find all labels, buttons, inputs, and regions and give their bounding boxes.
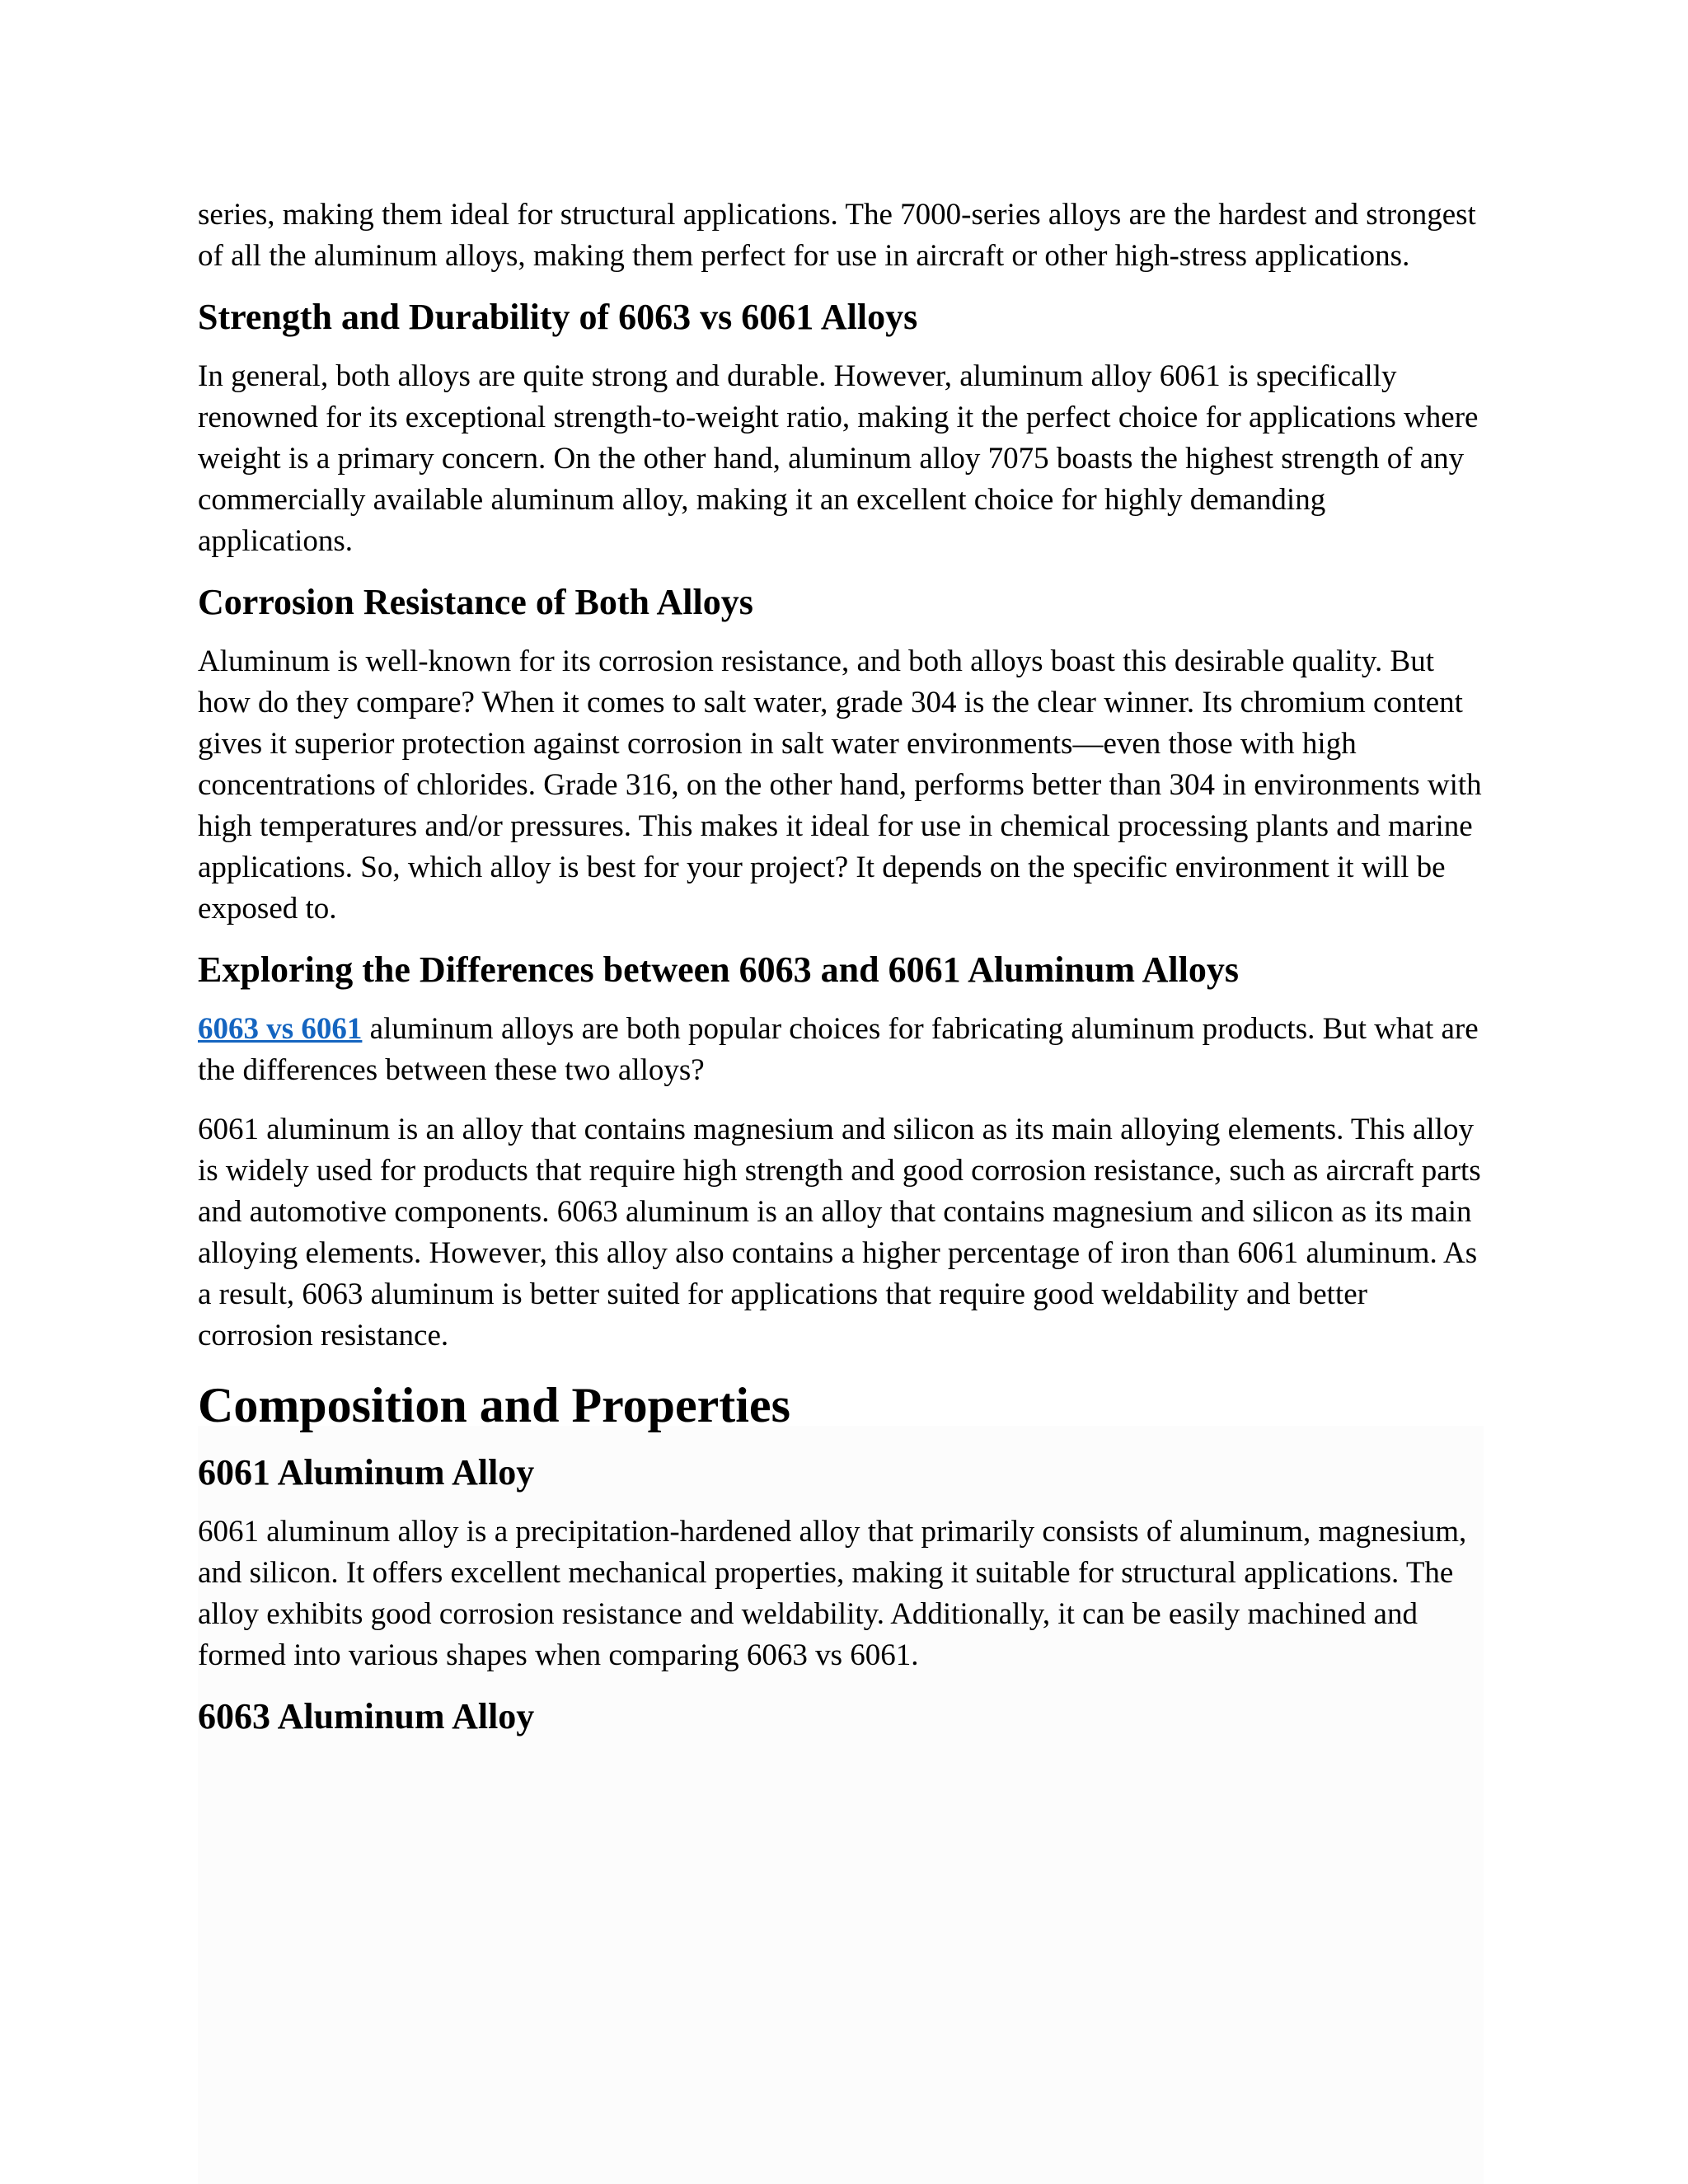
strength-paragraph: In general, both alloys are quite strong and durable. However, aluminum alloy 6061 is specifically renowned for its exceptional strength-to-weight ratio, making it the perfect choice for applications where weight is a primary concern. On the other hand, aluminum alloy 7075 boasts the highest strength of any commercially available aluminum alloy, making it an excellent choice for highly demanding applications.	[198, 359, 1479, 558]
strength-heading: Strength and Durability of 6063 vs 6061 Alloys	[198, 297, 918, 337]
alloy-6063-heading: 6063 Aluminum Alloy	[198, 1696, 535, 1736]
corrosion-heading: Corrosion Resistance of Both Alloys	[198, 582, 753, 622]
article-content	[198, 194, 1484, 1739]
differences-paragraph-1-text: aluminum alloys are both popular choices for fabricating aluminum products. But what are the differences between these two alloys?	[198, 1012, 1479, 1087]
alloy-6061-paragraph: 6061 aluminum alloy is a precipitation-hardened alloy that primarily consists of aluminum, magnesium, and silicon. It offers excellent mechanical properties, making it suitable for structural applications. The alloy exhibits good corrosion resistance and weldability. Additionally, it can be easily machined and formed into various shapes when comparing 6063 vs 6061.	[198, 1515, 1467, 1672]
intro-paragraph: series, making them ideal for structural applications. The 7000-series alloys are the hardest and strongest of all the aluminum alloys, making them perfect for use in aircraft or other high-stress applications.	[198, 198, 1476, 273]
comparison-link[interactable]: 6063 vs 6061	[198, 1012, 363, 1046]
corrosion-paragraph: Aluminum is well-known for its corrosion resistance, and both alloys boast this desirable quality. But how do they compare? When it comes to salt water, grade 304 is the clear winner. Its chromium content gives it superior protection against corrosion in salt water environments—even those with high concentrations of chlorides. Grade 316, on the other hand, performs better than 304 in environments with high temperatures and/or pressures. This makes it ideal for use in chemical processing plants and marine applications. So, which alloy is best for your project? It depends on the specific environment it will be exposed to.	[198, 644, 1482, 926]
differences-paragraph-2: 6061 aluminum is an alloy that contains magnesium and silicon as its main alloying elements. This alloy is widely used for products that require high strength and good corrosion resistance, such as aircraft parts and automotive components. 6063 aluminum is an alloy that contains magnesium and silicon as its main alloying elements. However, this alloy also contains a higher percentage of iron than 6061 aluminum. As a result, 6063 aluminum is better suited for applications that require good weldability and better corrosion resistance.	[198, 1113, 1481, 1352]
differences-heading: Exploring the Differences between 6063 and 6061 Aluminum Alloys	[198, 949, 1240, 990]
alloy-6061-heading: 6061 Aluminum Alloy	[198, 1452, 535, 1493]
composition-heading: Composition and Properties	[198, 1378, 790, 1432]
differences-paragraph-1	[198, 1009, 1484, 1091]
